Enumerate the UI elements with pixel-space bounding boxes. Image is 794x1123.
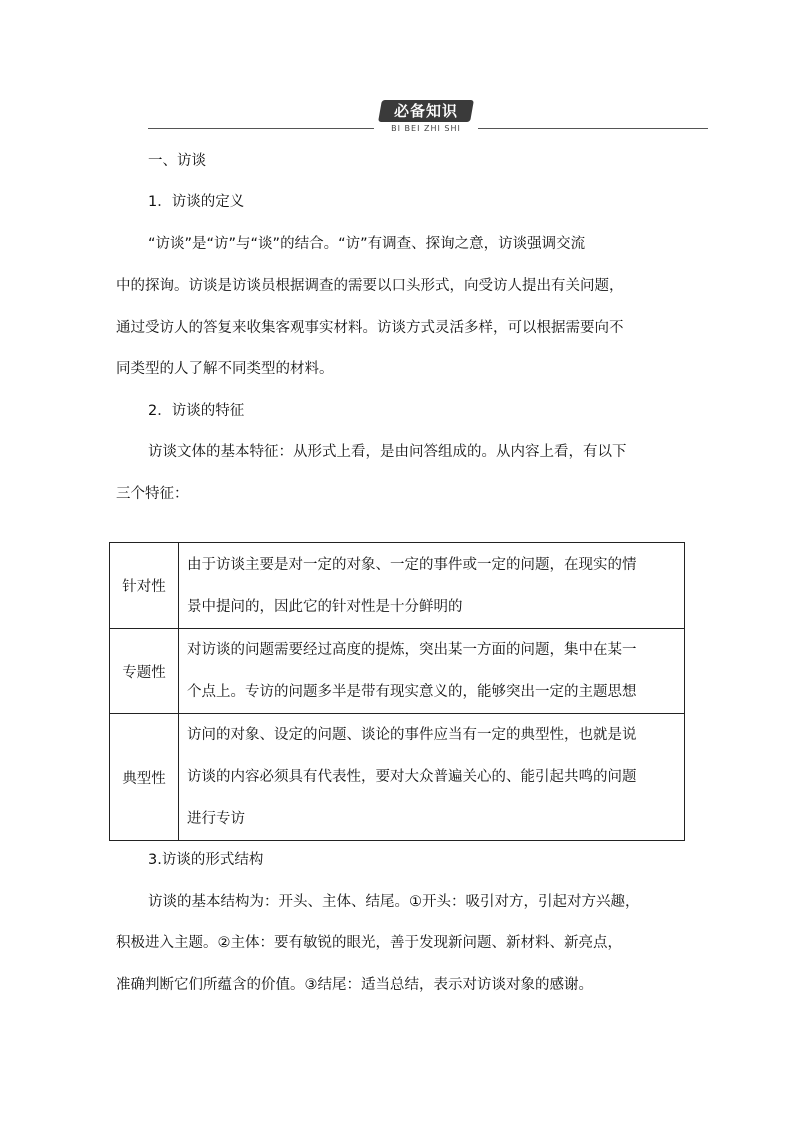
feature-description-line: 个点上。专访的问题多半是带有现实意义的，能够突出一定的主题思想: [187, 684, 637, 700]
features-heading: 2．访谈的特征: [148, 403, 245, 419]
feature-description-line: 访问的对象、设定的问题、谈论的事件应当有一定的典型性，也就是说: [187, 727, 637, 743]
feature-description: [179, 543, 685, 629]
feature-description: [179, 714, 685, 841]
definition-line: “访谈”是“访”与“谈”的结合。“访”有调查、探询之意，访谈强调交流: [148, 236, 586, 252]
features-intro-line: 访谈文体的基本特征：从形式上看，是由问答组成的。从内容上看，有以下: [148, 444, 627, 460]
structure-line: 积极进入主题。②主体：要有敏锐的眼光，善于发现新问题、新材料、新亮点，: [116, 935, 622, 951]
structure-heading: 3.访谈的形式结构: [148, 852, 264, 868]
feature-description: [179, 629, 685, 714]
features-table: [109, 542, 685, 841]
header-badge-title: 必备知识: [393, 102, 458, 120]
section-title: 一、访谈: [148, 153, 206, 169]
definition-line: 中的探询。访谈是访谈员根据调查的需要以口头形式，向受访人提出有关问题，: [116, 278, 624, 294]
feature-description-line: 景中提问的，因此它的针对性是十分鲜明的: [187, 598, 463, 615]
table-row: [110, 543, 685, 629]
table-row: [110, 629, 685, 714]
definition-line: 同类型的人了解不同类型的材料。: [116, 361, 334, 377]
section-header: [148, 98, 708, 138]
header-rule-right: [478, 128, 708, 129]
definition-line: 通过受访人的答复来收集客观事实材料。访谈方式灵活多样，可以根据需要向不: [116, 320, 624, 336]
features-intro-line: 三个特征：: [116, 486, 189, 502]
feature-label: 针对性: [110, 543, 179, 629]
feature-label: 专题性: [110, 629, 179, 714]
header-rule-left: [148, 128, 374, 129]
definition-heading: 1．访谈的定义: [148, 194, 245, 210]
feature-description-line: 对访谈的问题需要经过高度的提炼，突出某一方面的问题，集中在某一: [187, 642, 637, 658]
feature-description-line: 进行专访: [187, 811, 245, 827]
feature-description-line: 访谈的内容必须具有代表性，要对大众普遍关心的、能引起共鸣的问题: [187, 769, 637, 785]
table-row: [110, 714, 685, 841]
feature-label: 典型性: [110, 714, 179, 841]
feature-description-line: 由于访谈主要是对一定的对象、一定的事件或一定的问题，在现实的情: [187, 556, 637, 573]
structure-line: 访谈的基本结构为：开头、主体、结尾。①开头：吸引对方，引起对方兴趣，: [148, 894, 640, 910]
header-badge-pinyin: BI BEI ZHI SHI: [391, 124, 461, 133]
structure-line: 准确判断它们所蕴含的价值。③结尾：适当总结，表示对访谈对象的感谢。: [116, 977, 593, 993]
